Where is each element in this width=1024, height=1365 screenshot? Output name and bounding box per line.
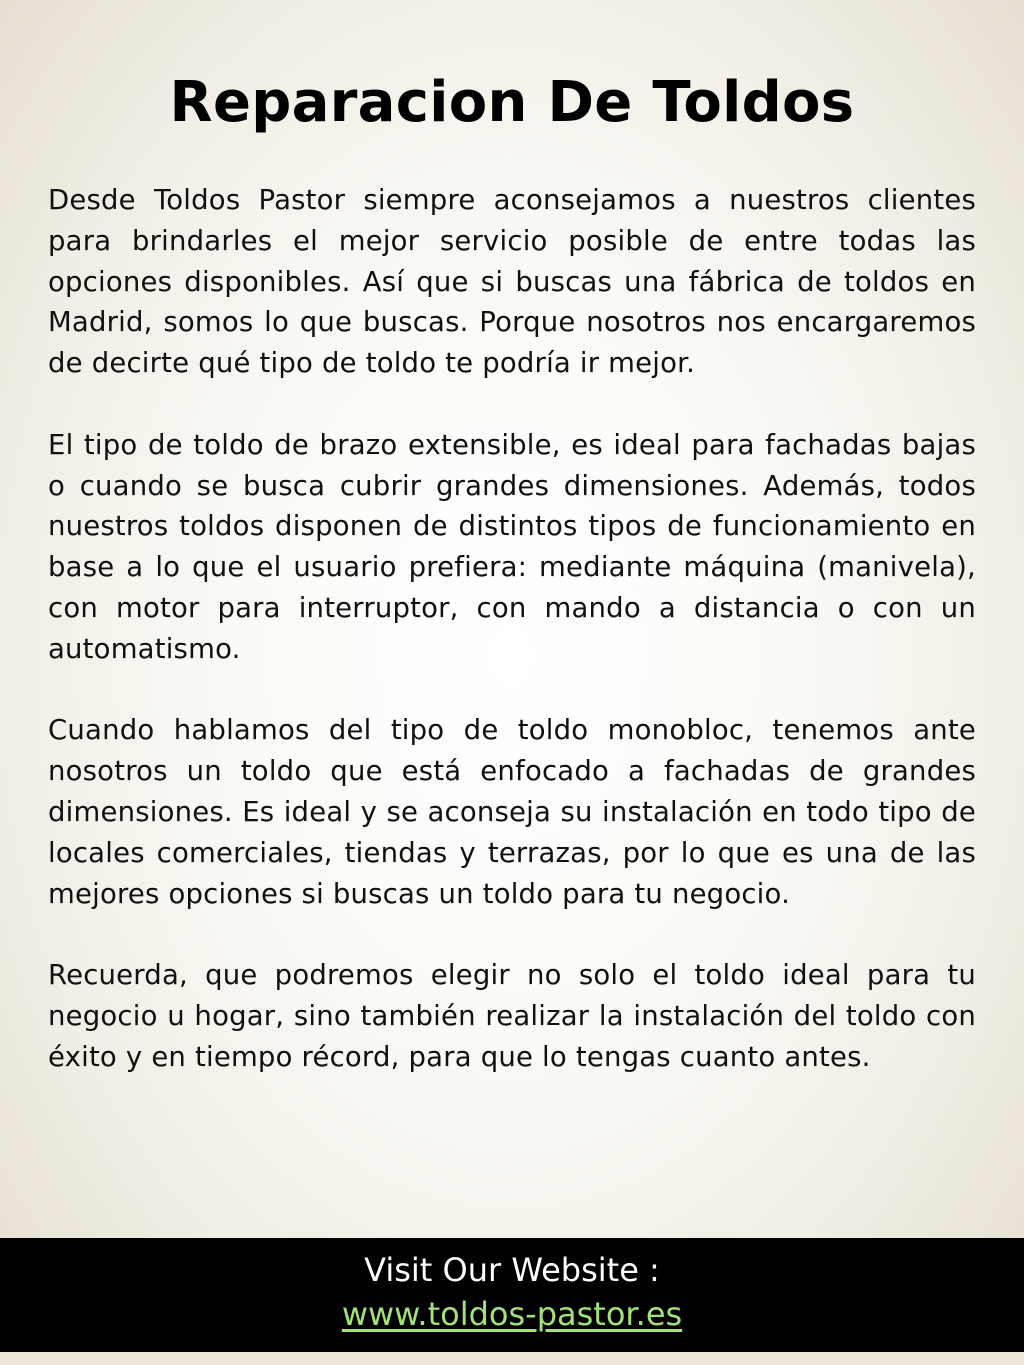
bottom-background-strip (0, 1352, 1024, 1365)
paragraph-4: Recuerda, que podremos elegir no solo el toldo ideal para tu negocio u hogar, sino también realizar la instalación del toldo con éxito y en tiempo récord, para que lo tengas cuanto antes. (48, 959, 976, 1073)
article-body (48, 180, 976, 1118)
page-title: Reparacion De Toldos (169, 70, 855, 135)
paragraph-2: El tipo de toldo de brazo extensible, es ideal para fachadas bajas o cuando se busca cubrir grandes dimensiones. Además, todos nuestros toldos disponen de distintos tipos de funcionamiento en base a lo que el usuario prefiera: mediante máquina (manivela), con motor para interruptor, con mando a distancia o con un automatismo. (48, 428, 976, 665)
website-link[interactable]: www.toldos-pastor.es (341, 1295, 683, 1333)
paragraph-1: Desde Toldos Pastor siempre aconsejamos a nuestros clientes para brindarles el mejor servicio posible de entre todas las opciones disponibles. Así que si buscas una fábrica de toldos en Madrid, somos lo que buscas. Porque nosotros nos encargaremos de decirte qué tipo de toldo te podría ir mejor. (48, 184, 976, 380)
footer-label: Visit Our Website : (364, 1251, 660, 1289)
paragraph-3: Cuando hablamos del tipo de toldo monobloc, tenemos ante nosotros un toldo que está enfocado a fachadas de grandes dimensiones. Es ideal y se aconseja su instalación en todo tipo de locales comerciales, tiendas y terrazas, por lo que es una de las mejores opciones si buscas un toldo para tu negocio. (48, 714, 976, 910)
footer-banner (0, 1238, 1024, 1352)
